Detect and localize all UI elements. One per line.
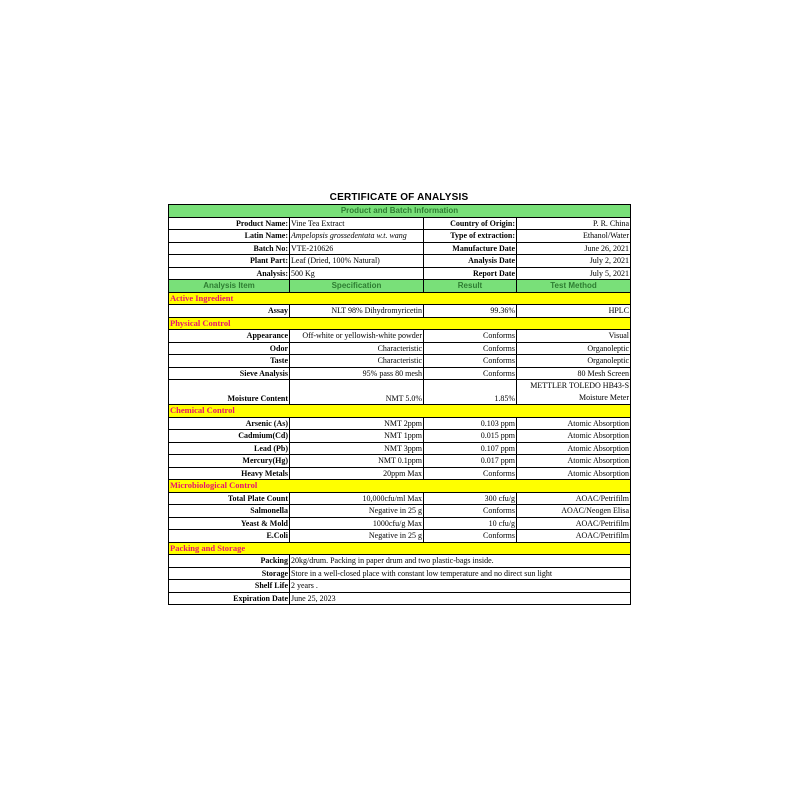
extraction-type-value: Ethanol/Water bbox=[517, 230, 631, 243]
section-microbiological-control: Microbiological Control bbox=[169, 480, 631, 493]
analysis-item: Cadmium(Cd) bbox=[169, 430, 290, 443]
column-header-row bbox=[169, 280, 631, 293]
test-method: Atomic Absorption bbox=[517, 455, 631, 468]
specification: Characteristic bbox=[290, 355, 424, 368]
packing-value: June 25, 2023 bbox=[290, 592, 631, 605]
analysis-item: Total Plate Count bbox=[169, 492, 290, 505]
specification: NMT 0.1ppm bbox=[290, 455, 424, 468]
result: 300 cfu/g bbox=[424, 492, 517, 505]
analysis-quantity-label: Analysis: bbox=[169, 267, 290, 280]
analysis-row bbox=[169, 517, 631, 530]
specification: Negative in 25 g bbox=[290, 530, 424, 543]
analysis-row bbox=[169, 367, 631, 380]
section-row bbox=[169, 405, 631, 418]
specification: Negative in 25 g bbox=[290, 505, 424, 518]
analysis-item: Sieve Analysis bbox=[169, 367, 290, 380]
specification: Off-white or yellowish-white powder bbox=[290, 330, 424, 343]
analysis-item: Salmonella bbox=[169, 505, 290, 518]
section-row bbox=[169, 480, 631, 493]
result: Conforms bbox=[424, 505, 517, 518]
product-row bbox=[169, 230, 631, 243]
packing-row bbox=[169, 567, 631, 580]
result: 99.36% bbox=[424, 305, 517, 318]
report-date-value: July 5, 2021 bbox=[517, 267, 631, 280]
analysis-row bbox=[169, 305, 631, 318]
analysis-item: Appearance bbox=[169, 330, 290, 343]
batch-no-label: Batch No: bbox=[169, 242, 290, 255]
plant-part-value: Leaf (Dried, 100% Natural) bbox=[290, 255, 424, 268]
section-row bbox=[169, 292, 631, 305]
analysis-item: Taste bbox=[169, 355, 290, 368]
country-origin-value: P. R. China bbox=[517, 217, 631, 230]
analysis-item: Heavy Metals bbox=[169, 467, 290, 480]
manufacture-date-value: June 26, 2021 bbox=[517, 242, 631, 255]
analysis-item: Mercury(Hg) bbox=[169, 455, 290, 468]
result: 0.015 ppm bbox=[424, 430, 517, 443]
product-row bbox=[169, 242, 631, 255]
product-row bbox=[169, 267, 631, 280]
analysis-date-value: July 2, 2021 bbox=[517, 255, 631, 268]
product-row bbox=[169, 255, 631, 268]
packing-value: 20kg/drum. Packing in paper drum and two plastic-bags inside. bbox=[290, 555, 631, 568]
analysis-row bbox=[169, 505, 631, 518]
test-method: Atomic Absorption bbox=[517, 467, 631, 480]
test-method: HPLC bbox=[517, 305, 631, 318]
analysis-row bbox=[169, 530, 631, 543]
packing-label: Packing bbox=[169, 555, 290, 568]
result: Conforms bbox=[424, 330, 517, 343]
product-name-label: Product Name: bbox=[169, 217, 290, 230]
test-method bbox=[517, 380, 631, 405]
specification: 95% pass 80 mesh bbox=[290, 367, 424, 380]
certificate-document bbox=[168, 192, 630, 605]
test-method: AOAC/Petrifilm bbox=[517, 530, 631, 543]
analysis-row bbox=[169, 430, 631, 443]
specification: 10,000cfu/ml Max bbox=[290, 492, 424, 505]
packing-label: Shelf Life bbox=[169, 580, 290, 593]
plant-part-label: Plant Part: bbox=[169, 255, 290, 268]
country-origin-label: Country of Origin: bbox=[424, 217, 517, 230]
result: 0.103 ppm bbox=[424, 417, 517, 430]
analysis-quantity-value: 500 Kg bbox=[290, 267, 424, 280]
packing-row bbox=[169, 580, 631, 593]
analysis-row bbox=[169, 442, 631, 455]
test-method: AOAC/Petrifilm bbox=[517, 492, 631, 505]
specification: NMT 3ppm bbox=[290, 442, 424, 455]
test-method: AOAC/Neogen Elisa bbox=[517, 505, 631, 518]
analysis-row bbox=[169, 330, 631, 343]
section-packing-storage: Packing and Storage bbox=[169, 542, 631, 555]
result: Conforms bbox=[424, 355, 517, 368]
column-header-spec: Specification bbox=[290, 280, 424, 293]
analysis-item: Yeast & Mold bbox=[169, 517, 290, 530]
document-title: CERTIFICATE OF ANALYSIS bbox=[329, 192, 469, 203]
result: Conforms bbox=[424, 467, 517, 480]
product-section-header bbox=[169, 205, 631, 218]
analysis-row bbox=[169, 342, 631, 355]
product-row bbox=[169, 217, 631, 230]
analysis-row bbox=[169, 455, 631, 468]
result: 10 cfu/g bbox=[424, 517, 517, 530]
packing-row bbox=[169, 555, 631, 568]
latin-name-value: Ampelopsis grossedentata w.t. wang bbox=[290, 230, 424, 243]
test-method: Organoleptic bbox=[517, 355, 631, 368]
section-row bbox=[169, 317, 631, 330]
analysis-item: Arsenic (As) bbox=[169, 417, 290, 430]
section-active-ingredient: Active Ingredient bbox=[169, 292, 631, 305]
test-method-line: Moisture Meter bbox=[579, 392, 630, 402]
packing-label: Storage bbox=[169, 567, 290, 580]
analysis-row bbox=[169, 417, 631, 430]
result: Conforms bbox=[424, 367, 517, 380]
result: 0.107 ppm bbox=[424, 442, 517, 455]
test-method: Atomic Absorption bbox=[517, 430, 631, 443]
specification: NLT 98% Dihydromyricetin bbox=[290, 305, 424, 318]
packing-label: Expiration Date bbox=[169, 592, 290, 605]
result: 1.85% bbox=[424, 380, 517, 405]
analysis-row bbox=[169, 380, 631, 405]
column-header-item: Analysis Item bbox=[169, 280, 290, 293]
analysis-row bbox=[169, 355, 631, 368]
coa-table bbox=[168, 204, 631, 605]
specification: NMT 2ppm bbox=[290, 417, 424, 430]
specification: NMT 1ppm bbox=[290, 430, 424, 443]
packing-row bbox=[169, 592, 631, 605]
product-name-value: Vine Tea Extract bbox=[290, 217, 424, 230]
latin-name-label: Latin Name: bbox=[169, 230, 290, 243]
analysis-item: Moisture Content bbox=[169, 380, 290, 405]
test-method: Organoleptic bbox=[517, 342, 631, 355]
report-date-label: Report Date bbox=[424, 267, 517, 280]
column-header-method: Test Method bbox=[517, 280, 631, 293]
analysis-date-label: Analysis Date bbox=[424, 255, 517, 268]
test-method-line: METTLER TOLEDO HB43-S bbox=[530, 381, 630, 390]
specification: NMT 5.0% bbox=[290, 380, 424, 405]
test-method: Atomic Absorption bbox=[517, 442, 631, 455]
specification: Characteristic bbox=[290, 342, 424, 355]
analysis-row bbox=[169, 492, 631, 505]
result: 0.017 ppm bbox=[424, 455, 517, 468]
result: Conforms bbox=[424, 342, 517, 355]
analysis-item: Assay bbox=[169, 305, 290, 318]
manufacture-date-label: Manufacture Date bbox=[424, 242, 517, 255]
analysis-item: Odor bbox=[169, 342, 290, 355]
batch-no-value: VTE-210626 bbox=[290, 242, 424, 255]
section-physical-control: Physical Control bbox=[169, 317, 631, 330]
test-method: AOAC/Petrifilm bbox=[517, 517, 631, 530]
test-method: Visual bbox=[517, 330, 631, 343]
extraction-type-label: Type of extraction: bbox=[424, 230, 517, 243]
test-method: 80 Mesh Screen bbox=[517, 367, 631, 380]
result: Conforms bbox=[424, 530, 517, 543]
section-row bbox=[169, 542, 631, 555]
specification: 1000cfu/g Max bbox=[290, 517, 424, 530]
product-section-title: Product and Batch Information bbox=[169, 205, 631, 218]
packing-value: Store in a well-closed place with constant low temperature and no direct sun light bbox=[290, 567, 631, 580]
specification: 20ppm Max bbox=[290, 467, 424, 480]
analysis-item: Lead (Pb) bbox=[169, 442, 290, 455]
column-header-result: Result bbox=[424, 280, 517, 293]
section-chemical-control: Chemical Control bbox=[169, 405, 631, 418]
analysis-row bbox=[169, 467, 631, 480]
test-method: Atomic Absorption bbox=[517, 417, 631, 430]
packing-value: 2 years . bbox=[290, 580, 631, 593]
analysis-item: E.Coli bbox=[169, 530, 290, 543]
